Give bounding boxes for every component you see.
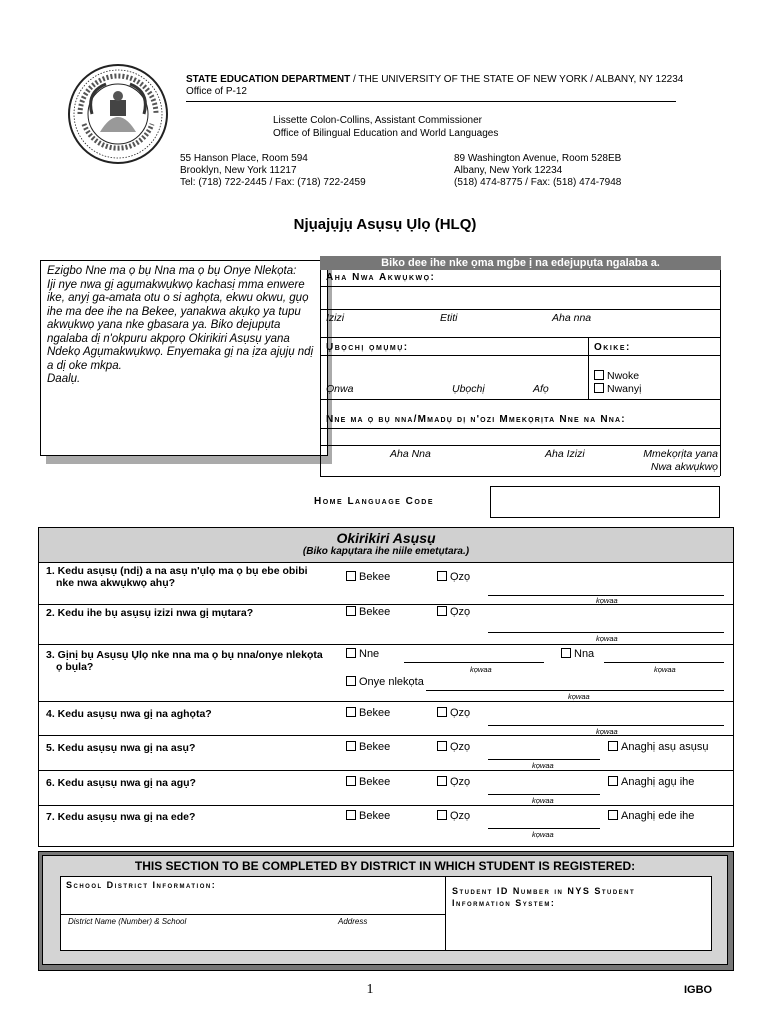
q2-option-other[interactable]: Ọzọ (437, 606, 470, 618)
checkbox-icon (608, 776, 618, 786)
checkbox-icon (437, 810, 447, 820)
question-6: 6. Kedu asụsụ nwa gị na agụ? (46, 777, 196, 789)
parent-field[interactable] (321, 430, 720, 444)
student-id-heading: Student ID Number in NYS Student Information System: (452, 886, 636, 908)
checkbox-icon (608, 810, 618, 820)
q6-option-none[interactable]: Anaghị agụ ihe (608, 776, 694, 788)
gender-option-female[interactable]: Nwanyị (594, 383, 641, 395)
checkbox-icon (608, 741, 618, 751)
intro-body: Iji nye nwa gị agụmakwụkwọ kachasị mma enwere ike, anyị ga-amata otu o si aghọta, ekwu okwu, gụọ ihe ma dee ihe na Bekee, yanakwa akụkọ ya tupu akwụkwọ yana nke gbasara ya. Biko dejupụta ngalaba dị n'okpuru akpọrọ Okirikiri Asụsụ yana Ndekọ Agụmakwụkwọ. Enyemaka gị na ịza ajụjụ ndị a dị oke mkpa. (47, 278, 314, 372)
question-7: 7. Kedu asụsụ nwa gị na ede? (46, 811, 196, 823)
label-year: Afọ (533, 383, 549, 395)
question-5: 5. Kedu asụsụ nwa gị na asụ? (46, 742, 196, 754)
office-bilingual: Office of Bilingual Education and World Languages (273, 128, 499, 139)
checkbox-icon (346, 648, 356, 658)
school-district-info-field[interactable] (62, 892, 444, 912)
label-district-name: District Name (Number) & School (68, 917, 187, 926)
q7-option-english[interactable]: Bekee (346, 810, 390, 822)
label-last-name: Aha nna (552, 312, 592, 324)
checkbox-icon (346, 776, 356, 786)
label-first-name: Izizi (326, 312, 345, 324)
q4-specify-label: kọwaa (596, 727, 618, 736)
page-title: Njụajụjụ Asụsụ Ụlọ (HLQ) (293, 216, 477, 233)
department-address: / THE UNIVERSITY OF THE STATE OF NEW YORK / ALBANY, NY 12234 (350, 74, 684, 85)
question-2: 2. Kedu ihe bụ asụsụ izizi nwa gị mụtara? (46, 607, 254, 619)
page-number: 1 (366, 982, 374, 997)
student-name-heading: Aha Nwa Akwụkwọ: (326, 272, 436, 283)
label-district-address: Address (338, 917, 368, 926)
q5-option-english[interactable]: Bekee (346, 741, 390, 753)
q1-option-english[interactable]: Bekee (346, 571, 390, 583)
parent-heading: Nne ma ọ bụ nna/Mmadụ dị n'ozi Mmekọrịta Nne na Nna: (326, 414, 626, 425)
q6-option-other[interactable]: Ọzọ (437, 776, 470, 788)
q3-mother-specify-label: kọwaa (470, 665, 492, 674)
q3-father-specify-label: kọwaa (654, 665, 676, 674)
dob-field[interactable] (321, 357, 586, 381)
q1-option-other[interactable]: Ọzọ (437, 571, 470, 583)
checkbox-icon (346, 810, 356, 820)
student-id-field[interactable] (447, 912, 711, 950)
q3-guardian-specify-label: kọwaa (568, 692, 590, 701)
q7-option-none[interactable]: Anaghị ede ihe (608, 810, 694, 822)
commissioner: Lissette Colon-Collins, Assistant Commissioner (273, 115, 482, 126)
label-relationship: Mmekọrịta yana Nwa akwụkwọ (643, 448, 718, 473)
checkbox-icon (346, 571, 356, 581)
q2-option-english[interactable]: Bekee (346, 606, 390, 618)
label-parent-first: Aha Izizi (545, 448, 585, 460)
address-brooklyn: 55 Hanson Place, Room 594 Brooklyn, New York 11217 Tel: (718) 722-2445 / Fax: (718) 722-2459 (180, 153, 366, 188)
q7-option-other[interactable]: Ọzọ (437, 810, 470, 822)
checkbox-icon (437, 606, 447, 616)
q5-specify-label: kọwaa (532, 761, 554, 770)
q3-option-guardian[interactable]: Onye nlekọta (346, 676, 424, 688)
gender-heading: Okike: (594, 342, 631, 353)
gender-option-male[interactable]: Nwoke (594, 370, 639, 382)
label-parent-last: Aha Nna (390, 448, 431, 460)
school-district-info-heading: School District Information: (66, 880, 217, 890)
question-4: 4. Kedu asụsụ nwa gị na aghọta? (46, 708, 212, 720)
q2-specify-label: kọwaa (596, 634, 618, 643)
q4-option-other[interactable]: Ọzọ (437, 707, 470, 719)
q6-specify-label: kọwaa (532, 796, 554, 805)
checkbox-icon (346, 676, 356, 686)
survey-title: Okirikiri Asụsụ (336, 530, 436, 546)
checkbox-icon (346, 741, 356, 751)
intro-greeting: Ezigbo Nne ma ọ bụ Nna ma ọ bụ Onye Nlekọta: (47, 265, 297, 277)
home-language-code-label: Home Language Code (314, 496, 435, 507)
dob-heading: Ụbọchị ọmụmụ: (326, 342, 409, 353)
intro-closing: Daalụ. (47, 373, 81, 385)
checkbox-icon (346, 707, 356, 717)
q1-specify-label: kọwaa (596, 596, 618, 605)
q5-option-none[interactable]: Anaghị asụ asụsụ (608, 741, 708, 753)
q4-option-english[interactable]: Bekee (346, 707, 390, 719)
checkbox-icon (437, 776, 447, 786)
office-name: Office of P-12 (186, 86, 247, 97)
label-month: Ọnwa (326, 383, 354, 395)
state-seal (66, 62, 170, 166)
survey-header (39, 528, 733, 563)
checkbox-icon (594, 370, 604, 380)
student-name-field[interactable] (321, 288, 720, 308)
district-section-title: THIS SECTION TO BE COMPLETED BY DISTRICT IN WHICH STUDENT IS REGISTERED: (134, 859, 636, 873)
language-label: IGBO (684, 984, 713, 996)
address-albany: 89 Washington Avenue, Room 528EB Albany, New York 12234 (518) 474-8775 / Fax: (518) 474-7948 (454, 153, 622, 188)
q3-option-father[interactable]: Nna (561, 648, 594, 660)
label-middle-name: Etiti (440, 312, 458, 324)
question-3: 3. Gịnị bụ Asụsụ Ụlọ nke nna ma ọ bụ nna/onye nlekọta ọ bụla? (46, 649, 323, 673)
q5-option-other[interactable]: Ọzọ (437, 741, 470, 753)
label-day: Ụbọchị (452, 383, 485, 395)
survey-subtitle: (Biko kapụtara ihe niile emetụtara.) (302, 546, 470, 557)
checkbox-icon (437, 707, 447, 717)
q3-option-mother[interactable]: Nne (346, 648, 379, 660)
q7-specify-label: kọwaa (532, 830, 554, 839)
checkbox-icon (346, 606, 356, 616)
home-language-code-input[interactable] (490, 486, 720, 518)
intro-letter (40, 260, 328, 456)
checkbox-icon (561, 648, 571, 658)
question-1: 1. Kedu asụsụ (ndị) a na asụ n'ụlọ ma ọ bụ ebe obibi nke nwa akwụkwọ ahụ? (46, 565, 308, 589)
instructions-banner: Biko dee ihe nke ọma mgbe ị na edejupụta ngalaba a. (320, 256, 721, 270)
checkbox-icon (594, 383, 604, 393)
department-name: STATE EDUCATION DEPARTMENT (186, 74, 351, 85)
checkbox-icon (437, 571, 447, 581)
q6-option-english[interactable]: Bekee (346, 776, 390, 788)
checkbox-icon (437, 741, 447, 751)
